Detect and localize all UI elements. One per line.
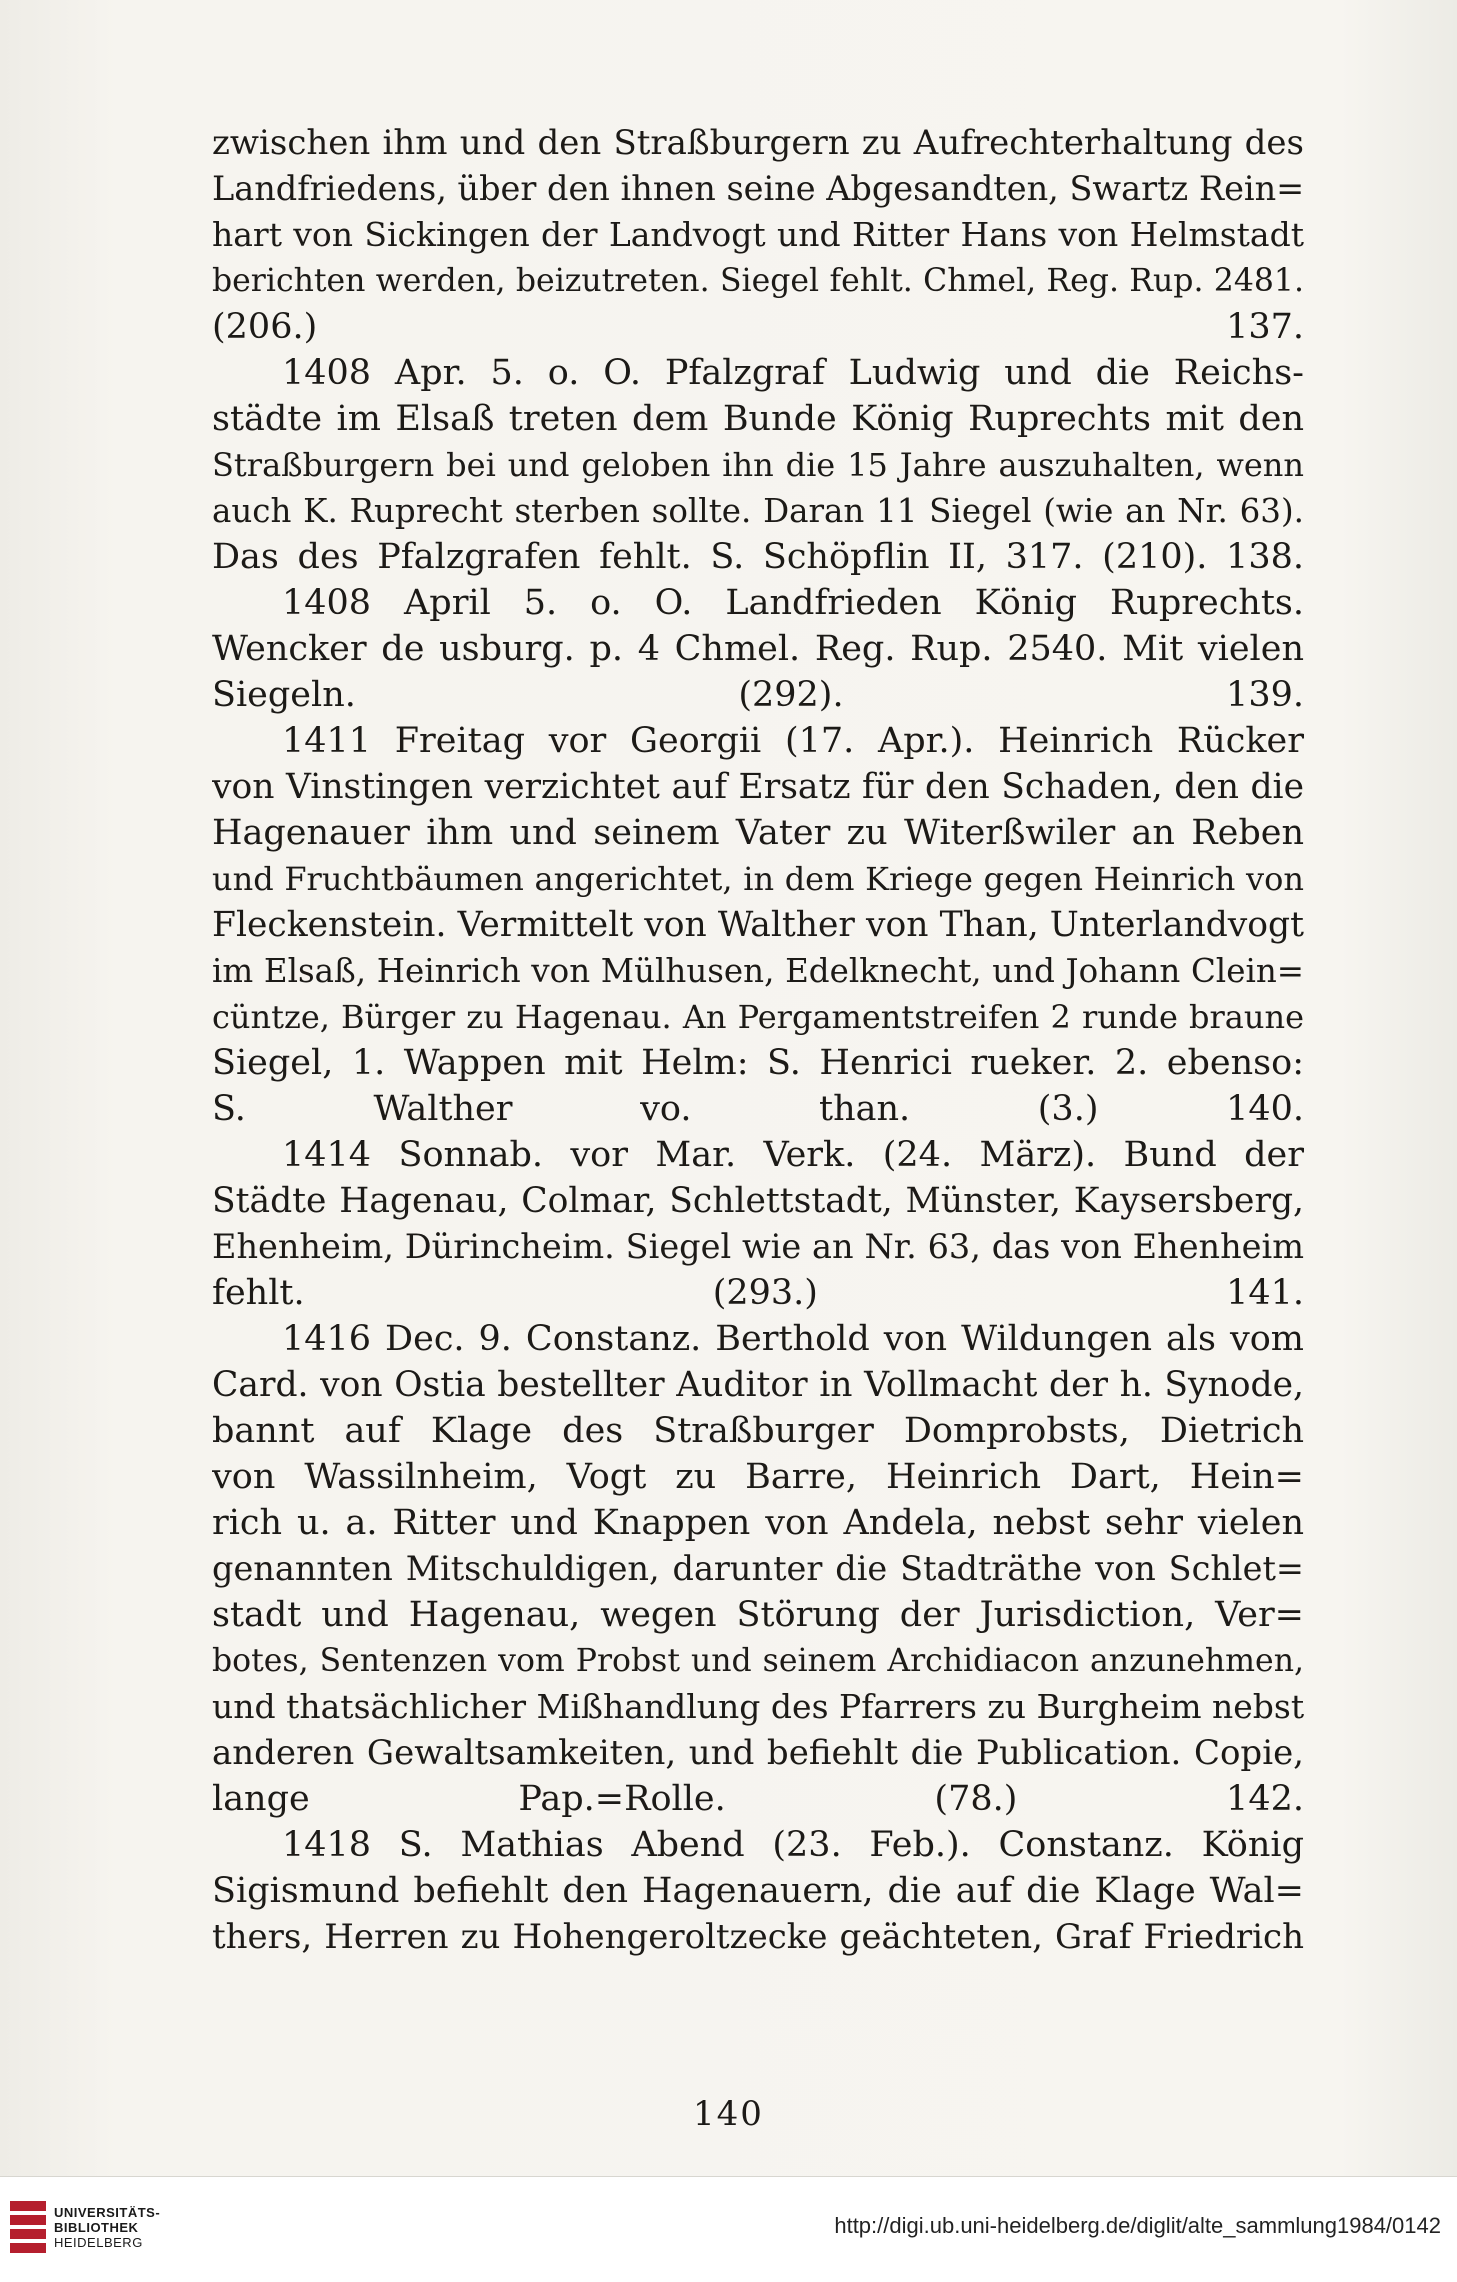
- text-line: 1414 Sonnab. vor Mar. Verk. (24. März). Bund der: [282, 1135, 1304, 1175]
- text-line: Wencker de usburg. p. 4 Chmel. Reg. Rup. 2540. Mit vielen: [212, 629, 1304, 669]
- library-name-line-3: HEIDELBERG: [54, 2235, 143, 2250]
- text-line: (206.) 137.: [212, 307, 1304, 347]
- university-library-logo-icon: [8, 2199, 48, 2259]
- text-line: Straßburgern bei und geloben ihn die 15 Jahre auszuhalten, wenn: [212, 446, 1304, 484]
- text-line: von Vinstingen verzichtet auf Ersatz für den Schaden, den die: [212, 767, 1304, 807]
- text-line: hart von Sickingen der Landvogt und Ritter Hans von Helmstadt: [212, 215, 1304, 254]
- text-line: bannt auf Klage des Straßburger Domprobsts, Dietrich: [212, 1411, 1304, 1451]
- text-line: lange Pap.=Rolle. (78.) 142.: [212, 1779, 1304, 1819]
- text-line: thers, Herren zu Hohengeroltzecke geächteten, Graf Friedrich: [212, 1917, 1304, 1957]
- text-line: 1408 April 5. o. O. Landfrieden König Ruprechts.: [282, 583, 1304, 623]
- text-line: 1408 Apr. 5. o. O. Pfalzgraf Ludwig und die Reichs-: [282, 353, 1304, 393]
- text-line: 1418 S. Mathias Abend (23. Feb.). Constanz. König: [282, 1825, 1304, 1865]
- text-line: rich u. a. Ritter und Knappen von Andela, nebst sehr vielen: [212, 1503, 1304, 1543]
- text-line: Sigismund befiehlt den Hagenauern, die auf die Klage Wal=: [212, 1871, 1304, 1911]
- text-line: botes, Sentenzen vom Probst und seinem Archidiacon anzunehmen,: [212, 1643, 1304, 1679]
- text-line: Städte Hagenau, Colmar, Schlettstadt, Münster, Kaysersberg,: [212, 1181, 1304, 1221]
- text-line: berichten werden, beizutreten. Siegel fehlt. Chmel, Reg. Rup. 2481.: [212, 263, 1304, 299]
- text-line: städte im Elsaß treten dem Bunde König Ruprechts mit den: [212, 399, 1304, 439]
- library-name: [54, 2205, 160, 2250]
- text-line: Ehenheim, Dürincheim. Siegel wie an Nr. 63, das von Ehenheim: [212, 1227, 1304, 1266]
- source-url[interactable]: http://digi.ub.uni-heidelberg.de/diglit/alte_sammlung1984/0142: [834, 2213, 1441, 2238]
- text-line: 1416 Dec. 9. Constanz. Berthold von Wildungen als vom: [282, 1319, 1304, 1359]
- text-line: und Fruchtbäumen angerichtet, in dem Kriege gegen Heinrich von: [212, 860, 1304, 898]
- text-line: Siegeln. (292). 139.: [212, 675, 1304, 715]
- library-logo[interactable]: [8, 2195, 198, 2265]
- text-line: stadt und Hagenau, wegen Störung der Jurisdiction, Ver=: [212, 1595, 1304, 1635]
- text-line: auch K. Ruprecht sterben sollte. Daran 11 Siegel (wie an Nr. 63).: [212, 492, 1304, 530]
- text-line: anderen Gewaltsamkeiten, und befiehlt die Publication. Copie,: [212, 1733, 1304, 1773]
- text-line: im Elsaß, Heinrich von Mülhusen, Edelknecht, und Johann Clein=: [212, 952, 1304, 990]
- document-body: [212, 120, 1304, 1960]
- text-line: Card. von Ostia bestellter Auditor in Vollmacht der h. Synode,: [212, 1365, 1304, 1405]
- text-line: Das des Pfalzgrafen fehlt. S. Schöpflin II, 317. (210). 138.: [212, 537, 1304, 577]
- text-line: genannten Mitschuldigen, darunter die Stadträthe von Schlet=: [212, 1549, 1304, 1588]
- library-name-line-1: UNIVERSITÄTS-: [54, 2205, 161, 2220]
- text-line: cüntze, Bürger zu Hagenau. An Pergamentstreifen 2 runde braune: [212, 998, 1304, 1036]
- text-line: Landfriedens, über den ihnen seine Abgesandten, Swartz Rein=: [212, 169, 1304, 208]
- text-line: 1411 Freitag vor Georgii (17. Apr.). Heinrich Rücker: [282, 721, 1304, 761]
- text-line: und thatsächlicher Mißhandlung des Pfarrers zu Burgheim nebst: [212, 1687, 1304, 1726]
- text-line: Hagenauer ihm und seinem Vater zu Witerßwiler an Reben: [212, 813, 1304, 853]
- text-line: von Wassilnheim, Vogt zu Barre, Heinrich Dart, Hein=: [212, 1457, 1304, 1497]
- text-line: fehlt. (293.) 141.: [212, 1273, 1304, 1313]
- text-line: S. Walther vo. than. (3.) 140.: [212, 1089, 1304, 1129]
- text-line: Fleckenstein. Vermittelt von Walther von Than, Unterlandvogt: [212, 905, 1304, 945]
- footer-bar: [0, 2176, 1457, 2282]
- text-line: Siegel, 1. Wappen mit Helm: S. Henrici rueker. 2. ebenso:: [212, 1043, 1304, 1083]
- text-line: zwischen ihm und den Straßburgern zu Aufrechterhaltung des: [212, 123, 1304, 163]
- page-number: 140: [693, 2094, 764, 2134]
- library-name-line-2: BIBLIOTHEK: [54, 2220, 139, 2235]
